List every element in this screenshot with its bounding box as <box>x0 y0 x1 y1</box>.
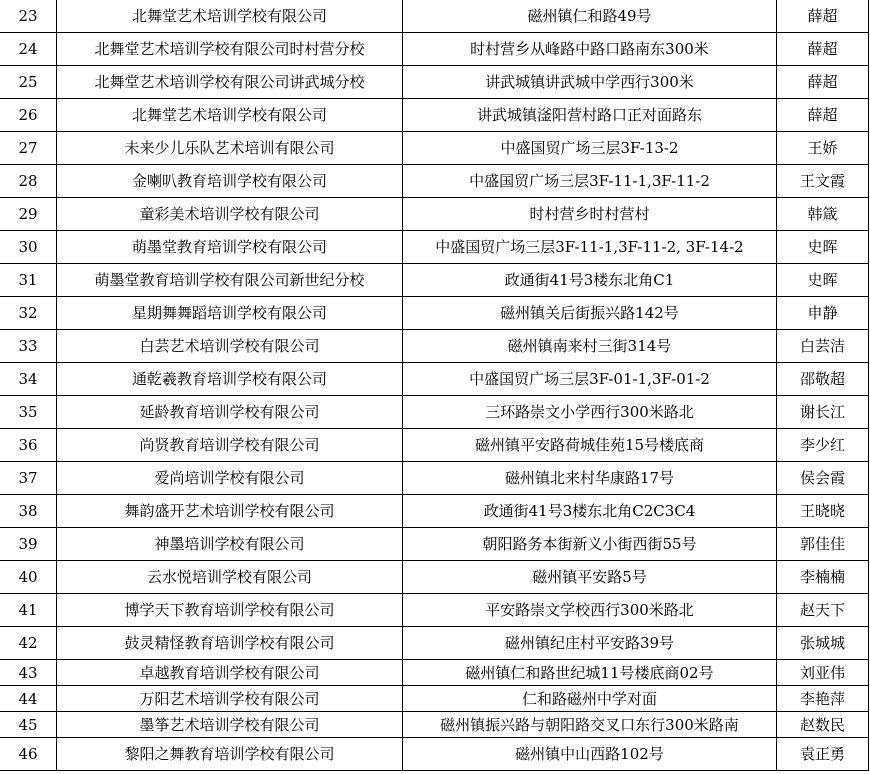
table-row <box>0 363 869 396</box>
table-row <box>0 0 869 33</box>
table-row <box>0 99 869 132</box>
contact-person: 张城城 <box>777 627 869 660</box>
school-address: 平安路崇文学校西行300米路北 <box>403 594 777 627</box>
contact-person: 李楠楠 <box>777 561 869 594</box>
school-address: 磁州镇中山西路102号 <box>403 738 777 771</box>
contact-person: 王晓晓 <box>777 495 869 528</box>
row-number: 29 <box>0 198 57 231</box>
row-number: 27 <box>0 132 57 165</box>
school-name: 万阳艺术培训学校有限公司 <box>57 686 403 712</box>
school-address: 磁州镇振兴路与朝阳路交叉口东行300米路南 <box>403 712 777 738</box>
contact-person: 薛超 <box>777 66 869 99</box>
school-address: 朝阳路务本街新义小街西街55号 <box>403 528 777 561</box>
contact-person: 韩箴 <box>777 198 869 231</box>
school-address: 时村营乡从峰路中路口路南东300米 <box>403 33 777 66</box>
school-address: 磁州镇纪庄村平安路39号 <box>403 627 777 660</box>
school-name: 白芸艺术培训学校有限公司 <box>57 330 403 363</box>
table-row <box>0 462 869 495</box>
school-name: 通乾羲教育培训学校有限公司 <box>57 363 403 396</box>
contact-person: 李少红 <box>777 429 869 462</box>
row-number: 43 <box>0 660 57 686</box>
table-row <box>0 231 869 264</box>
row-number: 40 <box>0 561 57 594</box>
school-address: 磁州镇平安路荷城佳苑15号楼底商 <box>403 429 777 462</box>
row-number: 41 <box>0 594 57 627</box>
school-name: 萌墨堂教育培训学校有限公司 <box>57 231 403 264</box>
school-name: 博学天下教育培训学校有限公司 <box>57 594 403 627</box>
table-row <box>0 396 869 429</box>
contact-person: 申静 <box>777 297 869 330</box>
school-address: 磁州镇平安路5号 <box>403 561 777 594</box>
row-number: 44 <box>0 686 57 712</box>
school-name: 金喇叭教育培训学校有限公司 <box>57 165 403 198</box>
row-number: 42 <box>0 627 57 660</box>
school-name: 北舞堂艺术培训学校有限公司 <box>57 99 403 132</box>
school-name: 云水悦培训学校有限公司 <box>57 561 403 594</box>
contact-person: 史晖 <box>777 264 869 297</box>
contact-person: 王娇 <box>777 132 869 165</box>
table-row <box>0 198 869 231</box>
row-number: 26 <box>0 99 57 132</box>
table-row <box>0 561 869 594</box>
row-number: 32 <box>0 297 57 330</box>
school-name: 星期舞舞蹈培训学校有限公司 <box>57 297 403 330</box>
table-row <box>0 738 869 771</box>
row-number: 35 <box>0 396 57 429</box>
school-name: 未来少儿乐队艺术培训有限公司 <box>57 132 403 165</box>
school-address: 磁州镇关后街振兴路142号 <box>403 297 777 330</box>
school-name: 舞韵盛开艺术培训学校有限公司 <box>57 495 403 528</box>
contact-person: 史晖 <box>777 231 869 264</box>
row-number: 37 <box>0 462 57 495</box>
table-row <box>0 627 869 660</box>
school-name: 延龄教育培训学校有限公司 <box>57 396 403 429</box>
school-address: 中盛国贸广场三层3F-13-2 <box>403 132 777 165</box>
table-row <box>0 165 869 198</box>
school-name: 尚贤教育培训学校有限公司 <box>57 429 403 462</box>
contact-person: 薛超 <box>777 0 869 33</box>
school-name: 北舞堂艺术培训学校有限公司时村营分校 <box>57 33 403 66</box>
school-address: 讲武城镇滏阳营村路口正对面路东 <box>403 99 777 132</box>
school-name: 北舞堂艺术培训学校有限公司讲武城分校 <box>57 66 403 99</box>
school-name: 鼓灵精怪教育培训学校有限公司 <box>57 627 403 660</box>
row-number: 33 <box>0 330 57 363</box>
table-row <box>0 686 869 712</box>
row-number: 45 <box>0 712 57 738</box>
contact-person: 赵数民 <box>777 712 869 738</box>
contact-person: 袁正勇 <box>777 738 869 771</box>
school-name: 卓越教育培训学校有限公司 <box>57 660 403 686</box>
school-address: 磁州镇北来村华康路17号 <box>403 462 777 495</box>
contact-person: 邵敬超 <box>777 363 869 396</box>
contact-person: 刘亚伟 <box>777 660 869 686</box>
school-name: 北舞堂艺术培训学校有限公司 <box>57 0 403 33</box>
school-address: 磁州镇仁和路世纪城11号楼底商02号 <box>403 660 777 686</box>
contact-person: 郭佳佳 <box>777 528 869 561</box>
contact-person: 白芸洁 <box>777 330 869 363</box>
row-number: 30 <box>0 231 57 264</box>
table-row <box>0 660 869 686</box>
table-row <box>0 33 869 66</box>
school-name: 墨筝艺术培训学校有限公司 <box>57 712 403 738</box>
contact-person: 谢长江 <box>777 396 869 429</box>
school-name: 神墨培训学校有限公司 <box>57 528 403 561</box>
row-number: 23 <box>0 0 57 33</box>
contact-person: 李艳萍 <box>777 686 869 712</box>
table-row <box>0 594 869 627</box>
contact-person: 薛超 <box>777 33 869 66</box>
row-number: 28 <box>0 165 57 198</box>
row-number: 46 <box>0 738 57 771</box>
row-number: 31 <box>0 264 57 297</box>
table-row <box>0 712 869 738</box>
school-address: 时村营乡时村营村 <box>403 198 777 231</box>
contact-person: 赵天下 <box>777 594 869 627</box>
row-number: 25 <box>0 66 57 99</box>
table-row <box>0 297 869 330</box>
table-row <box>0 495 869 528</box>
contact-person: 薛超 <box>777 99 869 132</box>
school-address: 三环路崇文小学西行300米路北 <box>403 396 777 429</box>
school-name: 爱尚培训学校有限公司 <box>57 462 403 495</box>
school-address: 中盛国贸广场三层3F-01-1,3F-01-2 <box>403 363 777 396</box>
school-name: 童彩美术培训学校有限公司 <box>57 198 403 231</box>
row-number: 34 <box>0 363 57 396</box>
table-row <box>0 132 869 165</box>
school-address: 仁和路磁州中学对面 <box>403 686 777 712</box>
contact-person: 侯会霞 <box>777 462 869 495</box>
table-row <box>0 66 869 99</box>
school-address: 磁州镇南来村三街314号 <box>403 330 777 363</box>
row-number: 39 <box>0 528 57 561</box>
table-row <box>0 429 869 462</box>
school-address: 讲武城镇讲武城中学西行300米 <box>403 66 777 99</box>
row-number: 38 <box>0 495 57 528</box>
school-address: 中盛国贸广场三层3F-11-1,3F-11-2, 3F-14-2 <box>403 231 777 264</box>
school-address: 中盛国贸广场三层3F-11-1,3F-11-2 <box>403 165 777 198</box>
row-number: 24 <box>0 33 57 66</box>
school-name: 黎阳之舞教育培训学校有限公司 <box>57 738 403 771</box>
row-number: 36 <box>0 429 57 462</box>
table-row <box>0 264 869 297</box>
school-name: 萌墨堂教育培训学校有限公司新世纪分校 <box>57 264 403 297</box>
school-address: 政通街41号3楼东北角C1 <box>403 264 777 297</box>
school-address: 政通街41号3楼东北角C2C3C4 <box>403 495 777 528</box>
contact-person: 王文霞 <box>777 165 869 198</box>
table-row <box>0 528 869 561</box>
school-address: 磁州镇仁和路49号 <box>403 0 777 33</box>
table-row <box>0 330 869 363</box>
